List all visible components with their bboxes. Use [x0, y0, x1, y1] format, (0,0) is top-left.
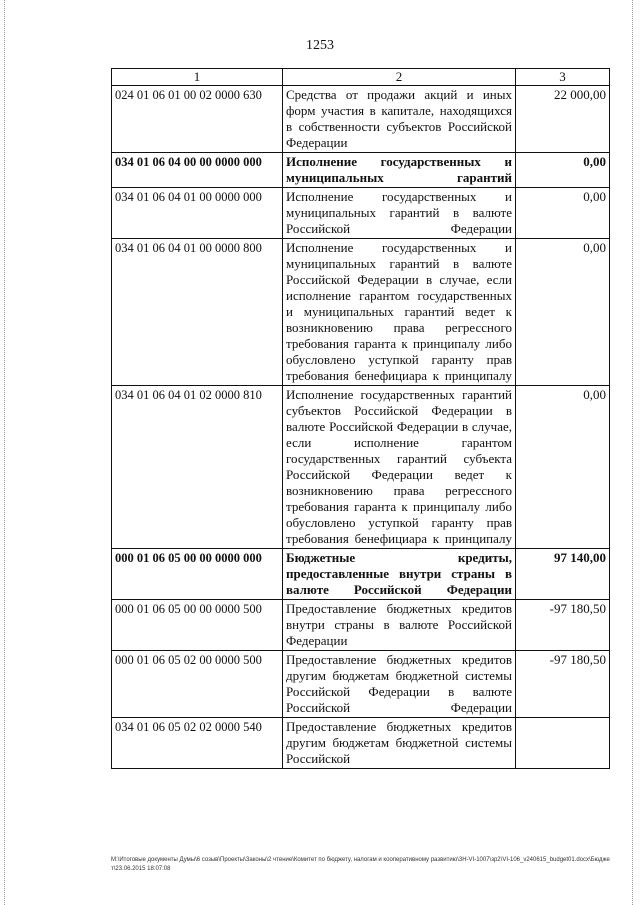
row-code: 000 01 06 05 00 00 0000 500	[112, 600, 283, 651]
document-file-path-footer: М:\Итоговые документы Думы\6 созыв\Проекты\Законы\2 чтение\Комитет по бюджету, налогам и кооперативному развитию\3Н-VI-1007\зр2\VI-106_v240615_budget01.docx\Бюджет\23.06.2015 18:07:08	[111, 857, 610, 872]
table-header-row	[112, 69, 610, 86]
row-amount: -97 180,50	[516, 651, 610, 718]
budget-classification-table	[111, 68, 610, 769]
table-row	[112, 86, 610, 153]
row-amount: 0,00	[516, 153, 610, 188]
row-code: 034 01 06 04 01 00 0000 800	[112, 239, 283, 386]
row-code: 034 01 06 05 02 02 0000 540	[112, 718, 283, 769]
row-code: 034 01 06 04 00 00 0000 000	[112, 153, 283, 188]
row-amount: 22 000,00	[516, 86, 610, 153]
column-header-code: 1	[112, 69, 283, 86]
table-row	[112, 386, 610, 549]
table-row	[112, 549, 610, 600]
row-code: 024 01 06 01 00 02 0000 630	[112, 86, 283, 153]
table-row	[112, 153, 610, 188]
table-row	[112, 188, 610, 239]
table-row	[112, 651, 610, 718]
row-amount: 0,00	[516, 386, 610, 549]
scan-right-edge	[632, 0, 634, 905]
table-row	[112, 718, 610, 769]
row-description: Исполнение государственных гарантий субъектов Российской Федерации в валюте Российской Федерации в случае, если исполнение гарантом государственных гарантий субъекта Российской Федерации ведет к возникновению права регрессного требования гаранта к принципалу либо обусловлено уступкой гаранту прав требования бенефициара к принципалу	[283, 386, 516, 549]
row-code: 034 01 06 04 01 02 0000 810	[112, 386, 283, 549]
row-description: Исполнение государственных и муниципальных гарантий	[283, 153, 516, 188]
table-row	[112, 600, 610, 651]
row-amount	[516, 718, 610, 769]
row-amount: 0,00	[516, 188, 610, 239]
row-code: 000 01 06 05 00 00 0000 000	[112, 549, 283, 600]
row-description: Предоставление бюджетных кредитов другим бюджетам бюджетной системы Российской Федерации в валюте Российской Федерации	[283, 651, 516, 718]
row-description: Предоставление бюджетных кредитов внутри страны в валюте Российской Федерации	[283, 600, 516, 651]
row-code: 034 01 06 04 01 00 0000 000	[112, 188, 283, 239]
row-description: Предоставление бюджетных кредитов другим бюджетам бюджетной системы Российской	[283, 718, 516, 769]
row-amount: -97 180,50	[516, 600, 610, 651]
column-header-amount: 3	[516, 69, 610, 86]
row-amount: 97 140,00	[516, 549, 610, 600]
row-description: Исполнение государственных и муниципальных гарантий в валюте Российской Федерации в случае, если исполнение гарантом государственных и муниципальных гарантий ведет к возникновению права регрессного требования гаранта к принципалу либо обусловлено уступкой гаранту прав требования бенефициара к принципалу	[283, 239, 516, 386]
table-row	[112, 239, 610, 386]
row-amount: 0,00	[516, 239, 610, 386]
column-header-description: 2	[283, 69, 516, 86]
row-code: 000 01 06 05 02 00 0000 500	[112, 651, 283, 718]
row-description: Исполнение государственных и муниципальных гарантий в валюте Российской Федерации	[283, 188, 516, 239]
row-description: Бюджетные кредиты, предоставленные внутри страны в валюте Российской Федерации	[283, 549, 516, 600]
page-number: 1253	[306, 38, 334, 53]
scan-left-edge	[4, 0, 6, 905]
row-description: Средства от продажи акций и иных форм участия в капитале, находящихся в собственности субъектов Российской Федерации	[283, 86, 516, 153]
